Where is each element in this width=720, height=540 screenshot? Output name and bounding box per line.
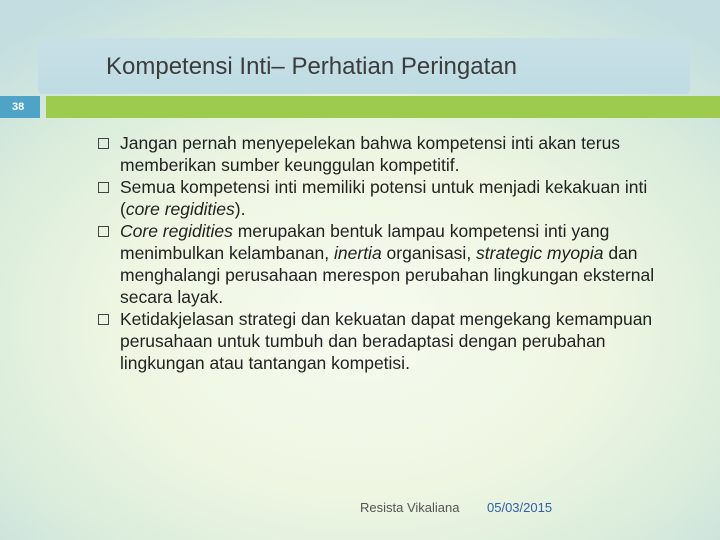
slide-number: 38 [12, 101, 25, 113]
square-bullet-icon [98, 226, 109, 237]
bullet-italic-run: Core regidities [120, 221, 233, 241]
bullet-run: Jangan pernah menyepelekan bahwa kompetensi inti akan terus memberikan sumber keunggulan kompetitif. [120, 133, 621, 175]
bullet-text [120, 221, 654, 307]
bullet-item [98, 132, 658, 176]
slide-title: Kompetensi Inti– Perhatian Peringatan [106, 53, 517, 80]
square-bullet-icon [98, 182, 109, 193]
square-bullet-icon [98, 138, 109, 149]
bullet-run: Semua kompetensi inti memiliki potensi untuk menjadi kekakuan inti ( [120, 177, 648, 219]
bullet-italic-run: core regidities [125, 199, 235, 219]
bullet-run: dan menghalangi perusahaan merespon perubahan lingkungan eksternal secara layak. [120, 243, 655, 307]
bullet-run: merupakan bentuk lampau kompetensi inti yang menimbulkan kelambanan, [120, 221, 610, 263]
bullet-run: Ketidakjelasan strategi dan kekuatan dapat mengekang kemampuan perusahaan untuk tumbuh dan beradaptasi dengan perubahan lingkungan atau tantangan kompetisi. [120, 309, 653, 373]
bullet-italic-run: inertia [334, 243, 382, 263]
bullet-item [98, 176, 658, 220]
bullet-text [120, 309, 652, 373]
bullet-run: ). [234, 199, 246, 219]
footer-author: Resista Vikaliana [360, 500, 460, 515]
bullet-text [120, 177, 647, 219]
bullet-item [98, 308, 658, 374]
bullet-list [98, 132, 658, 374]
bullet-text [120, 133, 620, 175]
footer-date: 05/03/2015 [487, 500, 553, 515]
square-bullet-icon [98, 314, 109, 325]
bullet-italic-run: strategic myopia [476, 243, 604, 263]
bullet-item [98, 220, 658, 308]
header-rule [46, 96, 720, 118]
bullet-run: organisasi, [381, 243, 477, 263]
